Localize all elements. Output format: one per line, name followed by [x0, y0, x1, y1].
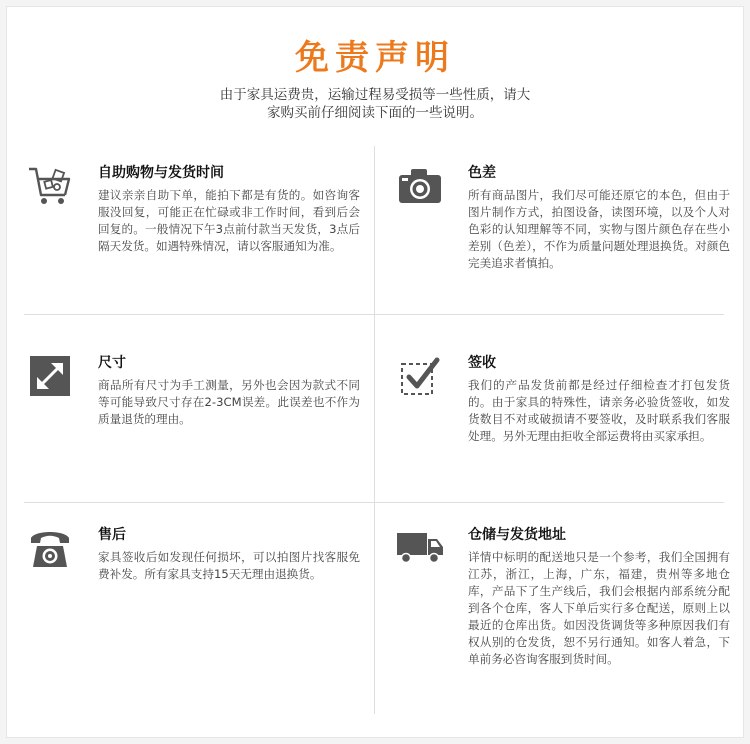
truck-icon	[396, 526, 444, 570]
column-divider	[374, 146, 375, 714]
section-title: 尺寸	[98, 355, 126, 371]
checkbox-icon	[396, 354, 444, 398]
shopping-cart-icon	[26, 164, 74, 208]
section-title: 色差	[468, 165, 496, 181]
telephone-icon	[26, 526, 74, 570]
page-subtitle	[0, 86, 750, 122]
section-body: 所有商品图片，我们尽可能还原它的本色，但由于图片制作方式，拍图设备，读图环境，以及个人对色彩的认知理解等不同，实物与图片颜色存在些小差别（色差），不作为质量问题处理退换货。对颜色完美追求者慎拍。	[468, 188, 730, 270]
section-title: 自助购物与发货时间	[98, 165, 224, 181]
section-body: 建议亲亲自助下单，能拍下都是有货的。如咨询客服没回复，可能正在忙碌或非工作时间，看到后会回复的。一般情况下午3点前付款当天发货，3点后隔天发货。如遇特殊情况，请以客服通知为准。	[98, 188, 360, 253]
row-divider-1	[24, 314, 724, 315]
subtitle-line-2: 家购买前仔细阅读下面的一些说明。	[267, 105, 483, 121]
resize-arrow-icon	[26, 354, 74, 398]
camera-icon	[396, 164, 444, 208]
page-title: 免责声明	[295, 38, 455, 78]
section-body: 家具签收后如发现任何损坏，可以拍图片找客服免费补发。所有家具支持15天无理由退换货。	[98, 550, 360, 581]
section-title: 售后	[98, 527, 126, 543]
section-title: 仓储与发货地址	[468, 527, 566, 543]
row-divider-2	[24, 502, 724, 503]
section-title: 签收	[468, 355, 496, 371]
section-body: 详情中标明的配送地只是一个参考，我们全国拥有江苏，浙江，上海，广东，福建，贵州等多地仓库，产品下了生产线后，我们会根据内部系统分配到各个仓库，客人下单后实行多仓配送，原则上以最近的仓库出货。如因没货调货等多种原因我们有权从别的仓发货，恕不另行通知。如客人着急，下单前务必咨询客服到货时间。	[468, 550, 730, 666]
subtitle-line-1: 由于家具运费贵，运输过程易受损等一些性质，请大	[219, 87, 531, 103]
section-body: 商品所有尺寸为手工测量，另外也会因为款式不同等可能导致尺寸存在2-3CM误差。此误差也不作为质量退货的理由。	[98, 378, 360, 426]
section-body: 我们的产品发货前都是经过仔细检查才打包发货的。由于家具的特殊性，请亲务必验货签收，如发货数目不对或破损请不要签收，及时联系我们客服处理。另外无理由拒收全部运费将由买家承担。	[468, 378, 730, 443]
